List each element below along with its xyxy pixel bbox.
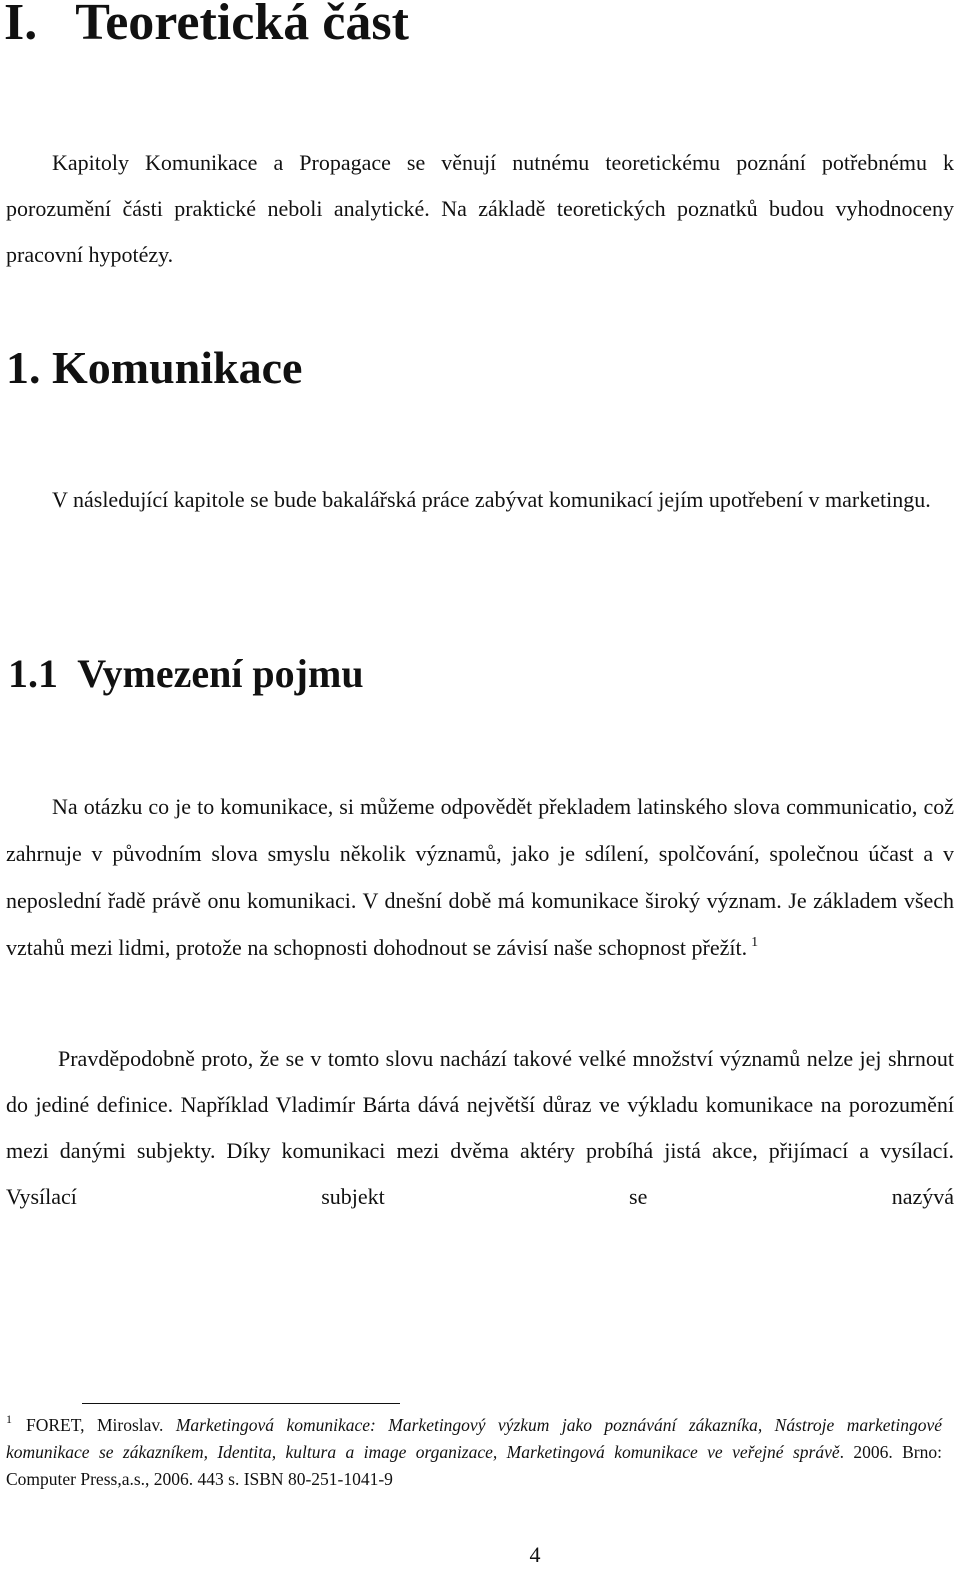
- footnote-separator: [82, 1403, 400, 1404]
- intro-paragraph: Kapitoly Komunikace a Propagace se věnují nutnému teoretickému poznání potřebnému k porozumění části praktické neboli analytické. Na základě teoretických poznatků budou vyhodnoceny pracovní hypotézy.: [6, 150, 954, 267]
- footnote-publication: . 2006. Brno: Computer Press,a.s., 2006. 443 s. ISBN 80-251-1041-9: [6, 1442, 942, 1489]
- footnote-number: 1: [6, 1412, 12, 1426]
- part-heading: I. Teoretická část: [4, 0, 409, 51]
- footnote-reference[interactable]: 1: [751, 935, 759, 950]
- footnote: [6, 1412, 942, 1493]
- section-heading: 1.1 Vymezení pojmu: [8, 651, 364, 696]
- chapter-paragraph: V následující kapitole se bude bakalářská práce zabývat komunikací jejím upotřebení v marketingu.: [52, 487, 931, 512]
- page-number-value: 4: [529, 1542, 541, 1567]
- chapter-heading: 1. Komunikace: [6, 342, 303, 393]
- footnote-author: FORET, Miroslav.: [26, 1415, 164, 1435]
- section-paragraph-1-text: Na otázku co je to komunikace, si můžeme odpovědět překladem latinského slova communicatio, což zahrnuje v původním slova smyslu několik významů, jako je sdílení, spolčování, společnou účast a v neposlední řadě právě onu komunikaci. V dnešní době má komunikace široký význam. Je základem všech vztahů mezi lidmi, protože na schopnosti dohodnout se závisí naše schopnost přežít.: [6, 794, 954, 960]
- section-paragraph-2: Pravděpodobně proto, že se v tomto slovu nachází takové velké množství významů nelze jej shrnout do jediné definice. Například Vladimír Bárta dává největší důraz ve výkladu komunikace na porozumění mezi danými subjekty. Díky komunikaci mezi dvěma aktéry probíhá jistá akce, přijímací a vysílací. Vysílací subjekt se nazývá: [6, 1046, 954, 1209]
- footnote-title: Marketingová komunikace: Marketingový výzkum jako poznávání zákazníka, Nástroje marketingové komunikace se zákazníkem, Identita, kultura a image organizace, Marketingová komunikace ve veřejné správě: [6, 1415, 942, 1462]
- section-paragraph-1: [6, 783, 954, 971]
- page-number: [55, 1540, 960, 1570]
